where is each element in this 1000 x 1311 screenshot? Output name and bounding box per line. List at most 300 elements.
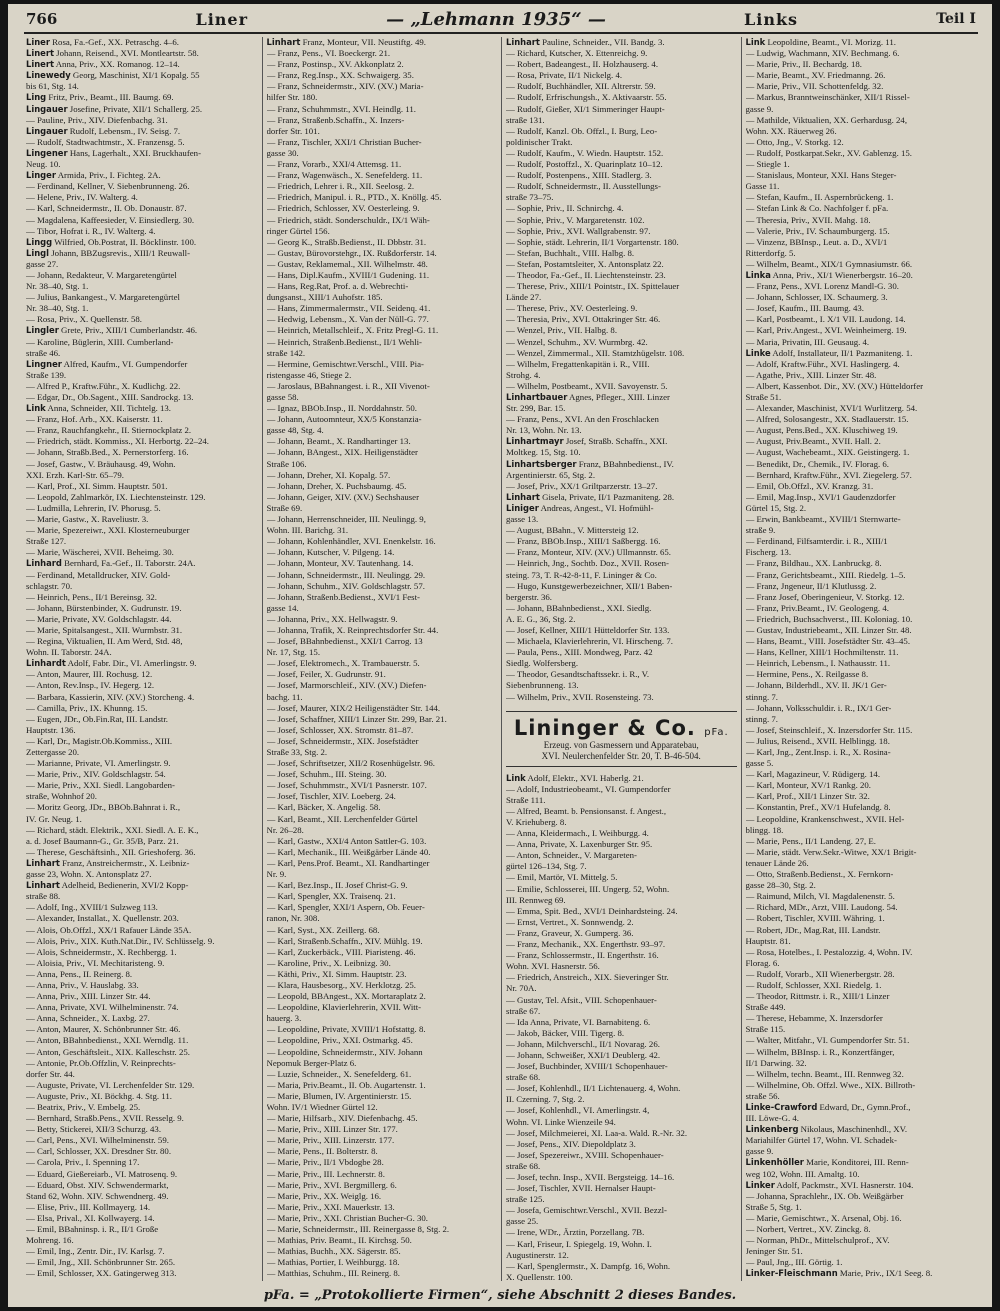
directory-entry: — Mathias, Buchh., XX. Sägerstr. 85. <box>266 1246 401 1257</box>
directory-entry: — Benedikt, Dr., Chemik., IV. Florag. 6. <box>745 458 890 469</box>
directory-entry: gasse 48, Stg. 4. <box>266 425 324 436</box>
directory-entry: — Hans, Zimmermalermstr., VII. Seidenq. 41. <box>266 303 431 314</box>
directory-entry: hilfer Str. 180. <box>266 92 318 103</box>
directory-entry: — Josef, Kaufm., III. Baumg. 43. <box>745 303 864 314</box>
directory-entry: — Johann, Monteur, XV. Tautenhang. 14. <box>266 558 414 569</box>
directory-entry: — Hermine, Gemischtwr.Verschl., VIII. Pia- <box>266 358 424 369</box>
directory-entry: II. Czerning. 7, Stg. 2. <box>506 1094 585 1105</box>
directory-entry: — Julius, Reisend., XVII. Helblingg. 18. <box>745 735 890 746</box>
directory-entry: — Josef, Milchmeierei, XI. Laa-a. Wald. R.-Nr. 32. <box>506 1127 688 1138</box>
directory-entry: — Camilla, Priv., IX. Khunng. 15. <box>26 702 148 713</box>
directory-entry: — Antonie, Pr.Ob.Offzlin, V. Reinprechts- <box>26 1057 176 1068</box>
directory-entry <box>267 1280 498 1282</box>
directory-entry: — Karl, Gastw., XXI/4 Anton Sattler-G. 103. <box>266 835 427 846</box>
header-last-word: Links <box>744 9 799 29</box>
directory-entry: straße 73–75. <box>506 192 554 203</box>
directory-entry: — Karl, Syst., XX. Zeillerg. 68. <box>266 924 380 935</box>
directory-entry: — Josef, Spezereiwr., XVIII. Schopenhauer- <box>506 1149 664 1160</box>
directory-entry: — Hans, Reg.Rat, Prof. a. d. Webrechti- <box>266 281 409 292</box>
directory-entry: — Rosa, Hotelbes., I. Pestalozzig. 4, Wohn. IV. <box>745 946 913 957</box>
directory-entry: Wohn. III. Barichg. 31. <box>266 525 349 536</box>
directory-entry: Wohn. XVI. Hasnerstr. 56. <box>506 961 600 972</box>
directory-entry: — Karl, Bäcker, X. Angelig. 58. <box>266 802 381 813</box>
directory-entry: — Johann, Bilderhdl., XV. II. JK/1 Ger- <box>745 680 887 691</box>
directory-entry: ringer Gürtel 156. <box>266 225 330 236</box>
directory-entry: Linke-Crawford Edward, Dr., Gymn.Prof., <box>745 1102 911 1112</box>
directory-entry: Linhart Gisela, Private, II/1 Pazmaniteng. 28. <box>506 491 675 502</box>
directory-entry: — Alexander, Installat., X. Quellenstr. 203. <box>26 913 179 924</box>
directory-entry: — Franz, Pens., XVI. An den Froschlacken <box>506 414 659 425</box>
directory-entry: — Wilhelm, BBInsp. i. R., Konzertfänger, <box>745 1046 895 1057</box>
directory-entry: — Karl, Jng., Zent.Insp. i. R., X. Rosina- <box>745 747 891 757</box>
directory-entry: — Carola, Priv., I. Spenning 17. <box>26 1157 140 1168</box>
directory-entry: gasse 9. <box>745 1146 774 1157</box>
directory-entry: gasse 27. <box>26 258 59 269</box>
directory-entry: straße 68. <box>506 1072 541 1083</box>
directory-entry: — Karl, Bez.Insp., II. Josef Christ-G. 9. <box>266 880 408 891</box>
directory-entry: — Franz, Pens., XVI. Lorenz Mandl-G. 30. <box>745 281 899 292</box>
directory-entry: — Franz, BBOb.Insp., XIII/1 Saßbergg. 16. <box>506 536 661 547</box>
directory-entry: Linhard Bernhard, Fa.-Gef., II. Taborstr. 24A. <box>26 558 196 569</box>
directory-entry: — Wenzel, Zimmermal., XII. Stamtzhügelstr. 108. <box>506 347 685 358</box>
directory-entry: — Marie, Gastw., X. Raveliustr. 3. <box>26 514 149 525</box>
directory-entry: — Klara, Hausbesorg., XV. Herklotzg. 25. <box>266 979 416 990</box>
directory-entry: bachg. 11. <box>266 691 303 702</box>
directory-entry: — Wilhelm, Postbeamt., XVII. Savoyenstr. 5. <box>506 380 668 391</box>
directory-entry: — Karl, Dr., Magistr.Ob.Kommiss., XIII. <box>26 735 173 746</box>
directory-entry: weg 102, Wohn. III. Amaltg. 10. <box>745 1168 860 1179</box>
directory-entry: Strohg. 4. <box>506 369 541 380</box>
directory-entry: — Marie, Spezereiwr., XXI. Klosterneuburger <box>26 525 190 536</box>
directory-entry: — Franz, Vorarb., XXI/4 Attemsg. 11. <box>266 159 402 170</box>
directory-entry: III. Rennweg 69. <box>506 894 566 905</box>
directory-entry: — Ludmilla, Lehrerin, IV. Phorusg. 5. <box>26 502 161 513</box>
directory-entry: Liniger Andreas, Angest., VI. Hofmühl- <box>506 502 654 513</box>
directory-entry: — Josef, BBahnbedienst., XXI/1 Carrog. 13 <box>266 636 423 647</box>
directory-entry: poldinischer Trakt. <box>506 136 573 147</box>
column-2 <box>262 37 502 1281</box>
directory-entry: — Robert, JDr., Mag.Rat, III. Landstr. <box>745 924 881 935</box>
directory-entry: — Norman, PhDr., Mittelschulprof., XV. <box>745 1235 890 1246</box>
directory-entry: Fischerg. 13. <box>745 547 792 558</box>
directory-entry: — Matthias, Schuhm., III. Reinerg. 8. <box>266 1268 400 1279</box>
directory-entry: Gürtel 15, Stg. 2. <box>745 502 807 513</box>
directory-entry: Linert Anna, Priv., XX. Romanog. 12–14. <box>26 59 180 70</box>
directory-entry: Straße 449. <box>745 1002 786 1013</box>
directory-entry: — Alois, Ob.Offzl., XX/1 Rafauer Lände 35A. <box>26 924 192 935</box>
directory-entry: — Hans, Beamt., VIII. Josefstädter Str. 43–45. <box>745 636 911 647</box>
directory-entry: Nr. 38–40, Stg. 1. <box>26 281 89 292</box>
directory-entry: — Josef, Schaffner, XIII/1 Linzer Str. 299, Bar. 21. <box>266 713 447 724</box>
directory-entry: Argentinierstr. 65, Stg. 2. <box>506 469 596 480</box>
directory-entry: blingg. 18. <box>745 824 784 835</box>
directory-entry: Straße 139. <box>26 369 67 380</box>
directory-entry: — Rudolf, Schlosser, XXI. Riedelg. 1. <box>745 979 882 990</box>
directory-entry: Lände 27. <box>506 292 542 303</box>
directory-entry: Linhartbauer Agnes, Pfleger., XIII. Linzer <box>506 392 670 402</box>
directory-entry: — Irene, WDr., Ärztin, Porzellang. 7B. <box>506 1227 645 1238</box>
directory-entry: — Johann, Kohlenhändler, XVI. Enenkelstr. 16. <box>266 536 436 547</box>
directory-entry: — Karl, Spengler, XX. Traisenq. 21. <box>266 891 396 902</box>
directory-entry: — Wenzel, Schuhm., XV. Wurmbrg. 42. <box>506 336 648 347</box>
directory-entry: Straße 111. <box>506 794 546 805</box>
directory-entry: — Stefan, Kaufm., II. Aspernbrückeng. 1. <box>745 192 894 203</box>
advertisement-firm-name: Lininger & Co. <box>513 715 696 740</box>
directory-entry: — Josef, Buchbinder, XVIII/1 Schopenhauer- <box>506 1061 668 1072</box>
directory-entry: ranon, Nr. 308. <box>266 913 320 924</box>
directory-entry: — Karl, Mechanik., III. Weißgärber Lände 40. <box>266 846 431 857</box>
directory-entry: — Marie, Priv., XIII. Linzer Str. 177. <box>266 1124 398 1135</box>
directory-entry: — Johann, Dreher, X. Puchsbaumg. 45. <box>266 480 407 491</box>
directory-entry: straße 68. <box>506 1160 541 1171</box>
directory-entry: — Ernst, Vertret., X. Sonnwendg. 2. <box>506 916 634 927</box>
directory-entry: — Gustav, Reklamemal., XII. Wilhelmstr. 48. <box>266 258 428 269</box>
directory-entry: — Adolf, Kraftw.Führ., XVI. Haslingerg. 4. <box>745 358 900 369</box>
directory-entry: — Johann, Milchverschl., II/1 Novarag. 26. <box>506 1038 660 1049</box>
directory-entry: — Maria, Priv.Beamt., II. Ob. Augartenstr. 1. <box>266 1079 426 1090</box>
directory-entry: Linhart Adelheid, Bedienerin, XVI/2 Kopp- <box>26 880 189 891</box>
directory-entry: Hauptstr. 136. <box>26 724 76 735</box>
directory-entry: gasse 30. <box>266 147 299 158</box>
directory-entry: — Rudolf, Postoffzl., X. Quarinplatz 10–12. <box>506 159 663 170</box>
directory-entry: Zettergasse 20. <box>26 747 80 757</box>
directory-entry: — Carl, Pens., XVI. Wilhelminenstr. 59. <box>26 1135 169 1146</box>
directory-entry: — Sophie, städt. Lehrerin, II/1 Vorgartenstr. 180. <box>506 236 679 247</box>
directory-entry: — Marie, Priv., XX. Weiglg. 16. <box>266 1190 382 1201</box>
directory-entry: — Johann, Schuhm., XIV. Goldschlagstr. 57. <box>266 580 425 591</box>
directory-entry: — Adolf, Ing., XVIII/1 Sulzweg 113. <box>26 902 158 913</box>
directory-entry: stinng. 7. <box>745 713 779 724</box>
directory-entry: — Stanislaus, Monteur, XXI. Hans Steger- <box>745 170 897 181</box>
directory-entry: — Julius, Bankangest., V. Margaretengürtel <box>26 292 180 303</box>
directory-entry: — Karl, Pens.Prof. Beamt., XI. Randhartinger <box>266 857 430 868</box>
directory-entry: Stand 62, Wohn. XIV. Schwendnerg. 49. <box>26 1190 169 1201</box>
directory-entry: — Franz, Tischler, XXI/1 Christian Bucher- <box>266 136 422 147</box>
directory-entry: Linke Adolf, Installateur, II/1 Pazmaniteng. 1. <box>745 347 913 358</box>
directory-entry: — Johanna, Priv., XX. Hellwagstr. 9. <box>266 613 398 624</box>
directory-entry: — Johann, Straßb.Bed., X. Pernerstorferg. 16. <box>26 447 189 458</box>
directory-entry: — Franz, Wagenwäsch., X. Senefelderg. 11. <box>266 170 423 181</box>
directory-entry: — Moritz Georg, JDr., BBOb.Bahnrat i. R., <box>26 802 181 813</box>
directory-entry: — Bernhard, Straßb.Pens., XVII. Resselg. 9. <box>26 1113 184 1124</box>
publication-title: — „Lehmann 1935“ — <box>386 8 606 30</box>
directory-entry: — Josef, Tischler, XVII. Hernalser Haupt- <box>506 1183 656 1194</box>
directory-entry: — Konstantin, Pref., XV/1 Hufelandg. 8. <box>745 802 891 813</box>
directory-entry: X. Quellenstr. 100. <box>506 1271 573 1281</box>
directory-entry: — Beatrix, Priv., V. Embelg. 25. <box>26 1102 141 1112</box>
directory-entry: — Auguste, Priv., XI. Böckhg. 4. Stg. 11. <box>26 1090 172 1101</box>
directory-entry: — Walter, Mitfahr., VI. Gumpendorfer Str. 51. <box>745 1035 910 1046</box>
directory-entry: — Leopoldine, Priv., XXI. Ostmarkg. 45. <box>266 1035 413 1046</box>
directory-entry: Link Leopoldine, Beamt., VI. Morizg. 11. <box>745 37 896 47</box>
directory-entry: — Theresia, Priv., XVII. Mahg. 18. <box>745 214 871 225</box>
directory-entry: — August, Priv.Beamt., XVII. Hall. 2. <box>745 436 881 447</box>
directory-entry: — Emil, Schlosser, XX. Gatingerweg 313. <box>26 1268 177 1279</box>
directory-entry: — Johann, Beamt., X. Randhartinger 13. <box>266 436 411 447</box>
directory-entry: — Karl, Straßenb.Schaffn., XIV. Mühlg. 19. <box>266 935 423 946</box>
directory-entry: — Georg K., Straßb.Bedienst., II. Dbbstr. 31. <box>266 236 427 247</box>
directory-entry: — Richard, städt. Elektrik., XXI. Siedl. A. E. K., <box>26 824 199 835</box>
directory-entry: — Johanna, Trafik, X. Reinprechtsdorfer Str. 44. <box>266 624 439 635</box>
directory-entry: — Franz, Graveur, X. Gumperg. 36. <box>506 927 634 938</box>
directory-entry: — Leopoldine, Krankenschwest., XVII. Hel- <box>745 813 905 824</box>
directory-entry: — Josef, techn. Insp., XVII. Bergsteigg. 14–16. <box>506 1172 675 1182</box>
directory-entry: schlagstr. 70. <box>26 580 73 591</box>
directory-entry: — Karl, Magazineur, V. Rüdigerg. 14. <box>745 769 881 780</box>
directory-entry: Str. 299, Bar. 15. <box>506 403 566 414</box>
directory-entry: — Rudolf, Schneidermstr., II. Ausstellungs- <box>506 181 661 192</box>
directory-entry: — Otto, Straßenb.Bedienst., X. Fernkorn- <box>745 869 894 880</box>
directory-entry: — Franz, Mechanik., XX. Engerthstr. 93–97. <box>506 939 666 950</box>
directory-entry <box>26 1280 258 1282</box>
directory-entry: Straße 127. <box>26 536 67 547</box>
directory-entry: — Marie, Hilfsarb., XIV. Diefenbachg. 45. <box>266 1113 418 1124</box>
directory-entry: — Josef, Pens., XIV. Diepoldplatz 3. <box>506 1138 636 1149</box>
directory-entry <box>746 1280 977 1282</box>
directory-entry: — Leopoldine, Schneidermstr., XIV. Johann <box>266 1046 423 1057</box>
directory-entry: — Rudolf, Postkarpat.Sekr., XV. Gablenzg. 15. <box>745 147 912 158</box>
directory-entry: — Alfred, Solosangestr., XX. Stadlauerstr. 15. <box>745 414 909 425</box>
directory-entry: — Marie, städt. Verw.Sekr.-Witwe, XX/1 Brigit- <box>745 846 917 857</box>
directory-entry: Straße 5, Stg. 1. <box>745 1201 802 1212</box>
directory-entry: — Franz, Monteur, XIV. (XV.) Ullmannstr. 65. <box>506 547 671 558</box>
directory-entry: — Franz Josef, Oberingenieur, V. Storkg. 12. <box>745 591 905 602</box>
directory-entry: — Hedwig, Lebensm., X. Van der Nüll-G. 77. <box>266 314 429 325</box>
directory-entry: — Alfred, Beamt. b. Pensionsanst. f. Angest., <box>506 805 667 816</box>
directory-entry: — Marie, Pens., II. Bolterstr. 8. <box>266 1146 378 1157</box>
directory-entry: — Marie, Priv., XXI. Siedl. Langobarden- <box>26 780 175 791</box>
directory-entry: — Karl, Monteur, XV/1 Rankg. 20. <box>745 780 871 791</box>
directory-entry: — Anna, Schneider., X. Laxbg. 27. <box>26 1013 150 1024</box>
directory-entry: — Marie, Priv., II. Bechardg. 18. <box>745 59 862 70</box>
directory-entry: — Helene, Priv., IV. Walterg. 4. <box>26 192 138 203</box>
directory-entry: III. Löwe-G. 4. <box>745 1113 799 1124</box>
directory-entry: dorfer Str. 44. <box>26 1068 75 1079</box>
directory-entry: — Mathias, Priv. Beamt., II. Kirchsg. 50. <box>266 1235 412 1246</box>
directory-entry: IV. Gr. Neug. 1. <box>26 813 82 824</box>
directory-entry: — Stefan, Postamtsleiter, X. Antonsplatz 22. <box>506 258 664 269</box>
directory-entry: — Leopold, Zahlmarkör, IX. Liechtensteinstr. 129. <box>26 491 206 502</box>
directory-entry: Ling Fritz, Priv., Beamt., III. Baumg. 69. <box>26 92 174 103</box>
directory-entry: — Pauline, Priv., XIV. Diefenbachg. 31. <box>26 114 168 125</box>
directory-entry: Link Adolf, Elektr., XVI. Haberlg. 21. <box>506 772 644 783</box>
directory-entry: — Carl, Schlosser, XX. Dresdner Str. 80. <box>26 1146 172 1157</box>
directory-entry: — Josef, Gastw., V. Bräuhausg. 49, Wohn. <box>26 458 176 469</box>
directory-entry: straße 67. <box>506 1005 541 1016</box>
directory-entry: — Emil, Jng., XII. Schönbrunner Str. 265. <box>26 1257 176 1268</box>
directory-entry: — Eduard, Gießereiarb., VI. Matrosenq. 9. <box>26 1168 178 1179</box>
directory-entry: straße 142. <box>266 347 306 358</box>
directory-entry: — Marie, Blumen, IV. Argentinierstr. 15. <box>266 1090 412 1101</box>
directory-entry: — Rudolf, Vorarb., XII Wienerbergstr. 28. <box>745 968 895 979</box>
directory-entry: — Josef, Elektromech., X. Trambauerstr. 5. <box>266 658 420 669</box>
directory-entry: — Johann, Schweißer, XXI/1 Deublerg. 42. <box>506 1049 661 1060</box>
directory-entry: dungsanst., XIII/1 Auhofstr. 185. <box>266 292 383 303</box>
directory-entry: — Friedrich, städt. Kommiss., XI. Herbortg. 22–24. <box>26 436 210 447</box>
directory-entry: — Josefa, Gemischtwr.Verschl., XVII. Bezzl- <box>506 1205 667 1216</box>
directory-entry: Linhartsberger Franz, BBahnbedienst., IV. <box>506 458 674 469</box>
directory-entry: — Theodor, Fa.-Gef., II. Liechtensteinstr. 23. <box>506 269 666 280</box>
directory-entry: — Marie, Beamt., XV. Friedmanng. 26. <box>745 70 886 81</box>
directory-entry: — Ignaz, BBOb.Insp., II. Norddahnstr. 50. <box>266 403 418 414</box>
directory-entry: — Friedrich, Lehrer i. R., XII. Seelosg. 2. <box>266 181 415 192</box>
directory-entry: — Barbara, Kassierin, XIV. (XV.) Storcheng. 4. <box>26 691 195 702</box>
directory-entry: — Magdalena, Kaffeesieder, V. Einsiedlerg. 30. <box>26 214 195 225</box>
directory-entry: — Hans, Dipl.Kaufm., XVIII/1 Gudening. 11. <box>266 269 430 280</box>
directory-entry: gasse 58. <box>266 392 299 402</box>
directory-entry: — Marie, Priv., VII. Schottenfeldg. 32. <box>745 81 884 92</box>
directory-entry: Jeninger Str. 51. <box>745 1246 803 1257</box>
directory-entry: — Auguste, Private, VI. Lerchenfelder Str. 129. <box>26 1079 195 1090</box>
directory-entry: — Marie, Wäscherei, XVII. Beheimg. 30. <box>26 547 174 558</box>
directory-entry: — Valerie, Priv., IV. Schaumburgerg. 15. <box>745 225 890 236</box>
directory-entry: straße, Wohnhof 20. <box>26 791 97 802</box>
directory-entry: — Richard, MDr., Arzt, VIII. Laudong. 54. <box>745 902 898 913</box>
directory-entry: — Eduard, Obst. XIV. Schwendermarkt, <box>26 1179 169 1190</box>
directory-entry: — Karl, Priv.Angest., XVI. Weinheimerg. 19. <box>745 325 907 336</box>
directory-entry: — Anton, Rev.Insp., IV. Hegerg. 12. <box>26 680 155 691</box>
directory-entry: — Norbert, Vertret., XV. Zinckg. 8. <box>745 1224 871 1235</box>
directory-entry: Mariahilfer Gürtel 17, Wohn. VI. Schadek- <box>745 1135 897 1146</box>
directory-entry: — Franz, Postinsp., XV. Akkonplatz 2. <box>266 59 404 70</box>
directory-entry: — Adolf, Industrieobeamt., VI. Gumpendorfer <box>506 783 671 794</box>
directory-entry: — Vinzenz, BBInsp., Leut. a. D., XVI/1 <box>745 236 888 247</box>
directory-entry: — Robert, Badeangest., II. Holzhauserg. 4. <box>506 59 659 70</box>
directory-entry: — Anna, Priv., V. Hauslabg. 33. <box>26 979 139 990</box>
directory-entry: — Richard, Kutscher, X. Ettenreichg. 9. <box>506 48 648 59</box>
directory-entry: — Ferdinand, Kellner, V. Siebenbrunneng. 26. <box>26 181 190 192</box>
directory-entry: — Karl, Schneidermstr., II. Ob. Donaustr. 87. <box>26 203 187 214</box>
directory-entry: — Johann, BBahnbedienst., XXI. Siedlg. <box>506 602 652 613</box>
directory-entry: — Johann, Schneidermstr., III. Neulingg. 29. <box>266 569 426 580</box>
directory-entry: — Marie, Pens., II/1 Landeng. 27, E. <box>745 835 876 846</box>
header-rule <box>24 32 978 34</box>
directory-entry: Straße 106. <box>266 458 307 469</box>
directory-entry: — Johann, Herrenschneider, III. Neulingg. 9, <box>266 514 426 525</box>
directory-entry: — Marie, Spitalsangest., XII. Wurmbstr. 31. <box>26 624 183 635</box>
directory-entry: — Johann, Kutscher, V. Pilgeng. 14. <box>266 547 395 558</box>
directory-entry: — Sophie, Priv., V. Margaretenstr. 102. <box>506 214 645 225</box>
directory-entry: — Gustav, Industriebeamt., XII. Linzer Str. 48. <box>745 624 912 635</box>
directory-entry: straße 88. <box>26 891 61 902</box>
directory-entry: — Franz, Schneidermstr., XIV. (XV.) Maria- <box>266 81 424 92</box>
directory-entry: — Wenzel, Priv., VII. Halbg. 8. <box>506 325 618 336</box>
directory-entry: — Anna, Kleidermach., I. Weihburgg. 4. <box>506 828 649 839</box>
directory-entry: Lingauer Rudolf, Lebensm., IV. Seisg. 7. <box>26 125 181 136</box>
directory-entry: gasse 9. <box>745 103 774 114</box>
directory-entry: Lingner Alfred, Kaufm., VI. Gumpendorfer <box>26 358 188 369</box>
directory-entry: gürtel 126–134, Stg. 7. <box>506 861 587 872</box>
directory-entry: — Johann, Autoomnteur, XX/5 Konstanzia- <box>266 414 422 425</box>
directory-entry: Augustinerstr. 12. <box>506 1249 569 1260</box>
directory-entry: — Marianne, Private, VI. Amerlingstr. 9. <box>26 758 171 769</box>
directory-entry: Florag. 6. <box>745 957 780 968</box>
directory-entry: — Karl, Spenglermstr., X. Dampfg. 16, Wohn. <box>506 1260 671 1271</box>
directory-entry: — Franz, Schuhmmstr., XVI. Heindlg. 11. <box>266 103 416 114</box>
directory-entry: — Karl, Spengler, XXI/1 Aspern, Ob. Feuer- <box>266 902 425 913</box>
directory-entry: — Franz, Reg.Insp., XX. Schwaigerg. 35. <box>266 70 414 81</box>
directory-entry: Ritterdorfg. 5. <box>745 247 796 258</box>
directory-entry: — Alexander, Maschinist, XVI/1 Wurlitzerg. 54. <box>745 403 918 414</box>
directory-entry: gasse 13. <box>506 514 539 525</box>
directory-entry: bergerstr. 36. <box>506 591 553 602</box>
directory-entry: Lingg Wilfried, Ob.Postrat, II. Böcklinstr. 100. <box>26 236 197 247</box>
directory-entry: — Josef, Schriftsetzer, XII/2 Rosenhügelstr. 96. <box>266 758 435 769</box>
directory-entry: Nr. 38–40, Stg. 1. <box>26 303 89 314</box>
directory-entry: — Maria, Privatin, III. Geusaug. 4. <box>745 336 870 347</box>
directory-entry: Nr. 17, Stg. 15. <box>266 647 321 658</box>
directory-entry: gasse 23, Wohn. X. Antonsplatz 27. <box>26 869 152 880</box>
directory-entry: — Franz, Gerichtsbeamt., XIII. Riedelg. 1–5. <box>745 569 906 580</box>
directory-entry: bis 61, Stg. 14. <box>26 81 79 92</box>
directory-entry: II/1 Darwing. 32. <box>745 1057 807 1068</box>
directory-entry: — Rudolf, Kaufm., V. Wiedn. Hauptstr. 152. <box>506 147 664 158</box>
directory-entry: — Rudolf, Gießer, XI/1 Simmeringer Haupt- <box>506 103 665 114</box>
directory-entry: Siebenbrunneng. 13. <box>506 680 579 691</box>
directory-entry: — Rudolf, Stadtwachtmstr., X. Franzensg. 5. <box>26 136 185 147</box>
directory-entry: — Friedrich, städt. Sonderschuldr., IX/1 Wäh- <box>266 214 430 225</box>
directory-entry: — Jaroslaus, BBahnangest. i. R., XII Vivenot- <box>266 380 430 391</box>
directory-entry: — Franz, Rauchfangkehr., II. Stiernockplatz 2. <box>26 425 192 436</box>
directory-entry: — Emil, Mag.Insp., XVI/1 Gaudenzdorfer <box>745 491 896 502</box>
directory-entry: Linker-Fleischmann Marie, Priv., IX/1 Seeg. 8. <box>745 1268 933 1279</box>
directory-entry: — Anton, BBahnbedienst., XXI. Werndlg. 11. <box>26 1035 189 1046</box>
directory-entry: Wohn. XX. Räuerweg 26. <box>745 125 837 136</box>
directory-entry: Straße 51. <box>745 392 782 402</box>
column-1 <box>22 37 262 1281</box>
directory-entry: — Therese, Hebamme, X. Inzersdorfer <box>745 1013 883 1024</box>
directory-entry: — Josef, Schlosser, XX. Stromstr. 81–87. <box>266 724 414 735</box>
directory-entry: gasse 14. <box>266 602 299 613</box>
directory-entry: Linkenhöller Marie, Konditorei, III. Renn- <box>745 1157 909 1168</box>
directory-entry: — Rudolf, Kanzl. Ob. Offzl., I. Burg, Leo- <box>506 125 658 136</box>
directory-entry: Gasse 11. <box>745 181 780 192</box>
directory-entry: — Rosa, Priv., X. Quellenstr. 58. <box>26 314 142 325</box>
directory-entry: — Jakob, Bäcker, VIII. Tigerg. 8. <box>506 1027 625 1038</box>
directory-entry: — Therese, Priv., XIII/1 Pointstr., IX. Spittelauer <box>506 281 680 292</box>
directory-entry: Nr. 70A. <box>506 983 537 994</box>
directory-entry: Liner Rosa, Fa.-Gef., XX. Petraschg. 4–6. <box>26 37 179 47</box>
directory-entry: Linka Anna, Priv., XI/1 Wienerbergstr. 16–20. <box>745 269 913 280</box>
directory-entry: — Mathilde, Viktualien, XX. Gerhardusg. 24, <box>745 114 908 125</box>
directory-entry: Linker Adolf, Packmstr., XVI. Hasnerstr. 104. <box>745 1179 914 1190</box>
directory-entry: — Josef, Schuhmmstr., XVI/1 Pasnerstr. 107. <box>266 780 427 791</box>
directory-entry: — Heinrich, Metallschleif., X. Fritz Pregl-G. 11. <box>266 325 439 336</box>
advertisement-line-1: Erzeug. von Gasmessern und Apparatebau, <box>543 739 699 750</box>
directory-entry: — Karl, Zuckerbäck., VIII. Piaristeng. 46. <box>266 946 416 957</box>
directory-entry: — Josef, Feiler, X. Gudrunstr. 91. <box>266 669 386 680</box>
directory-entry: — Albert, Kassenbot. Dir., XV. (XV.) Hütteldorfer <box>745 380 924 391</box>
directory-entry: Linert Johann, Reisend., XVI. Montleartstr. 58. <box>26 48 199 59</box>
directory-entry: — Emma, Spit. Bed., XVI/1 Deinhardsteing. 24. <box>506 905 678 916</box>
directory-entry: — Franz, Jngeneur, II/1 Klutlussg. 2. <box>745 580 877 591</box>
directory-entry: — Theodor, Rittmstr. i. R., XIII/1 Linzer <box>745 991 890 1002</box>
directory-entry: — Wilhelmine, Ob. Offzl. Wwe., XIX. Billroth- <box>745 1079 916 1090</box>
directory-entry: — Karoline, Priv., X. Leibnizg. 30. <box>266 957 391 968</box>
directory-entry: Linger Armida, Priv., I. Fichteg. 2A. <box>26 170 161 181</box>
directory-entry: — Friedrich, Manipul. i. R., PTD., X. Knöllg. 45. <box>266 192 442 203</box>
directory-entry: — Heinrich, Straßenb.Bedienst., II/1 Wehli- <box>266 336 422 347</box>
directory-entry: — Elsa, Prival., XI. Kollwayerg. 14. <box>26 1212 155 1223</box>
directory-entry: ristengasse 46, Stiege 2. <box>266 369 352 380</box>
directory-entry: Hauptstr. 81. <box>745 935 791 946</box>
directory-entry: Linkenberg Nikolaus, Maschinenhdl., XV. <box>745 1124 908 1135</box>
directory-entry: stinng. 7. <box>745 691 779 702</box>
directory-entry: Lingler Grete, Priv., XIII/1 Cumberlandstr. 46. <box>26 325 198 336</box>
directory-entry: — Emil, Ing., Zentr. Dir., IV. Karlsg. 7. <box>26 1246 165 1257</box>
directory-entry: — Josef, Kellner, XIII/1 Hütteldorfer Str. 133. <box>506 624 670 635</box>
directory-entry: Nepomuk Berger-Platz 6. <box>266 1057 357 1068</box>
